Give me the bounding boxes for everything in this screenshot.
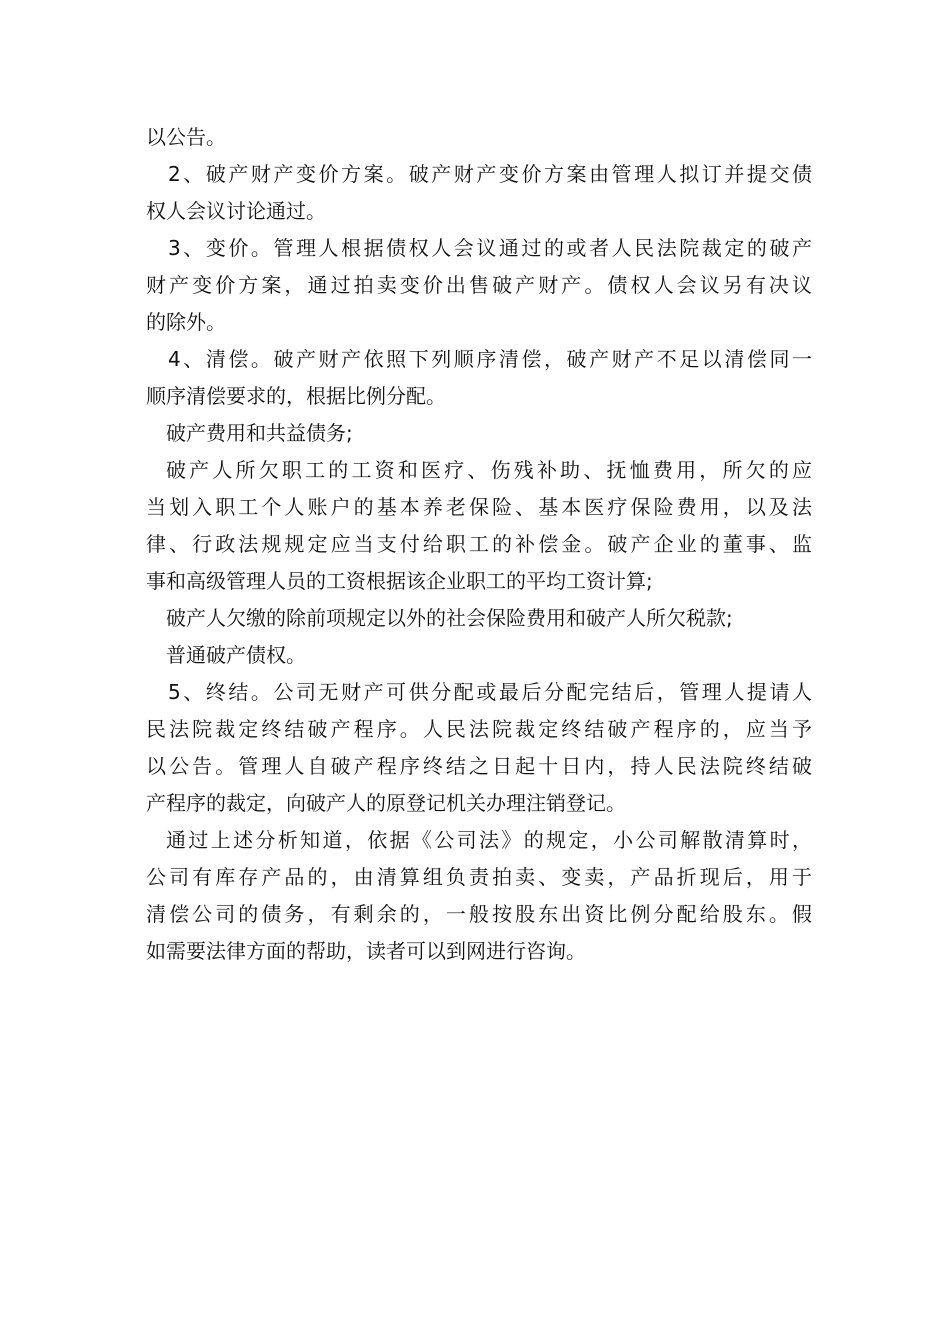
text-line: 通过上述分析知道，依据《公司法》的规定，小公司解散清算时，	[166, 828, 812, 852]
paragraph	[146, 600, 812, 637]
paragraph	[146, 637, 812, 674]
text-line: 破产人欠缴的除前项规定以外的社会保险费用和破产人所欠税款;	[166, 606, 733, 630]
paragraph	[146, 230, 812, 341]
text-line: 清偿公司的债务，有剩余的，一般按股东出资比例分配给股东。假	[146, 902, 812, 926]
text-line: 公司有库存产品的，由清算组负责拍卖、变卖，产品折现后，用于	[146, 865, 812, 889]
text-line: 顺序清偿要求的，根据比例分配。	[146, 384, 446, 408]
paragraph	[146, 452, 812, 600]
paragraph	[146, 822, 812, 970]
text-line: 的除外。	[146, 310, 226, 334]
text-line: 产程序的裁定，向破产人的原登记机关办理注销登记。	[146, 791, 626, 815]
text-line: 以公告。	[146, 125, 226, 149]
paragraph	[146, 341, 812, 415]
text-line: 如需要法律方面的帮助，读者可以到网进行咨询。	[146, 939, 586, 963]
text-line: 5、终结。公司无财产可供分配或最后分配完结后，管理人提请人	[168, 680, 812, 704]
text-line: 破产人所欠职工的工资和医疗、伤残补助、抚恤费用，所欠的应	[166, 458, 812, 482]
paragraph	[146, 156, 812, 230]
text-line: 3、变价。管理人根据债权人会议通过的或者人民法院裁定的破产	[168, 236, 812, 260]
text-line: 2、破产财产变价方案。破产财产变价方案由管理人拟订并提交债	[168, 162, 812, 186]
text-line: 普通破产债权。	[166, 643, 306, 667]
paragraph	[146, 119, 812, 156]
text-line: 权人会议讨论通过。	[146, 199, 326, 223]
text-line: 事和高级管理人员的工资根据该企业职工的平均工资计算;	[146, 569, 653, 593]
text-line: 当划入职工个人账户的基本养老保险、基本医疗保险费用，以及法	[146, 495, 812, 519]
text-line: 财产变价方案，通过拍卖变价出售破产财产。债权人会议另有决议	[146, 273, 812, 297]
text-line: 律、行政法规规定应当支付给职工的补偿金。破产企业的董事、监	[146, 532, 812, 556]
text-line: 4、清偿。破产财产依照下列顺序清偿，破产财产不足以清偿同一	[168, 347, 812, 371]
text-line: 民法院裁定终结破产程序。人民法院裁定终结破产程序的，应当予	[146, 717, 812, 741]
text-line: 以公告。管理人自破产程序终结之日起十日内，持人民法院终结破	[146, 754, 812, 778]
text-line: 破产费用和共益债务;	[166, 421, 353, 445]
paragraph	[146, 674, 812, 822]
paragraph	[146, 415, 812, 452]
document-body	[146, 119, 812, 970]
